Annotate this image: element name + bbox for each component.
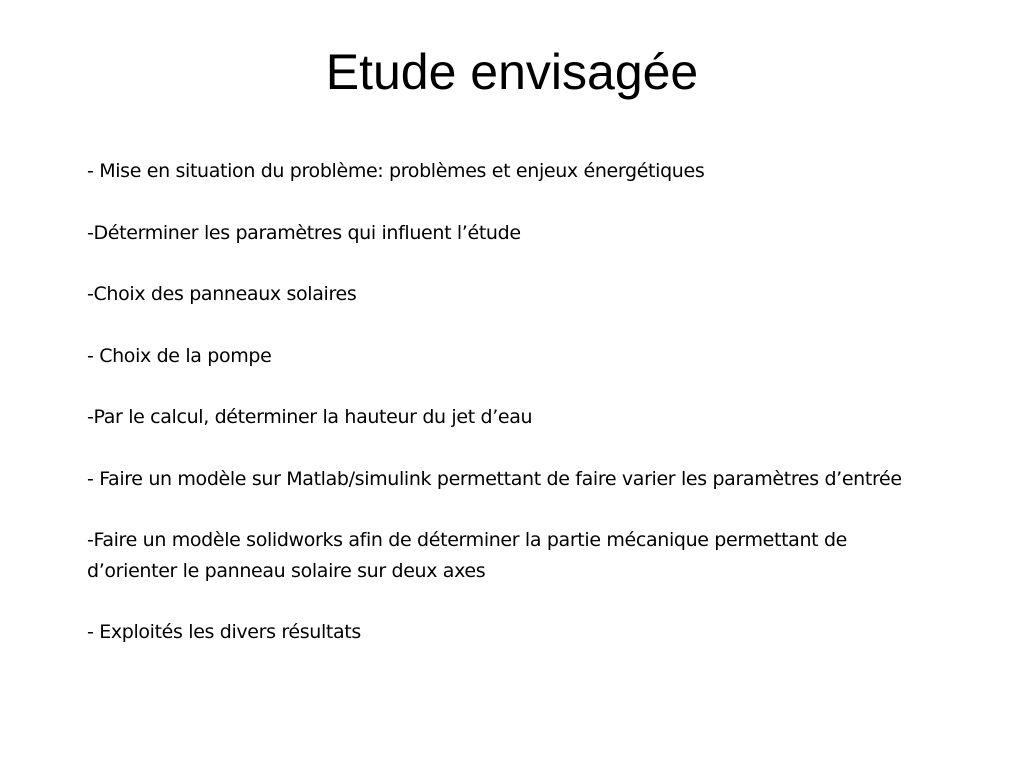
bullet-item: -Par le calcul, déterminer la hauteur du jet d’eau [87,406,533,428]
bullet-list [87,156,937,648]
bullet-item: -Déterminer les paramètres qui influent l’étude [87,221,521,244]
bullet-item: - Faire un modèle sur Matlab/simulink permettant de faire varier les paramètres d’entrée [87,467,902,490]
bullet-item: -Choix des panneaux solaires [87,283,357,305]
bullet-item: - Exploités les divers résultats [87,621,361,643]
bullet-item: - Choix de la pompe [87,344,272,367]
bullet-item: -Faire un modèle solidworks afin de déterminer la partie mécanique permettant de d’orienter le panneau solaire sur deux axes [87,529,847,582]
slide-title: Etude envisagée [325,44,699,100]
bullet-item: - Mise en situation du problème: problèmes et enjeux énergétiques [87,160,705,182]
